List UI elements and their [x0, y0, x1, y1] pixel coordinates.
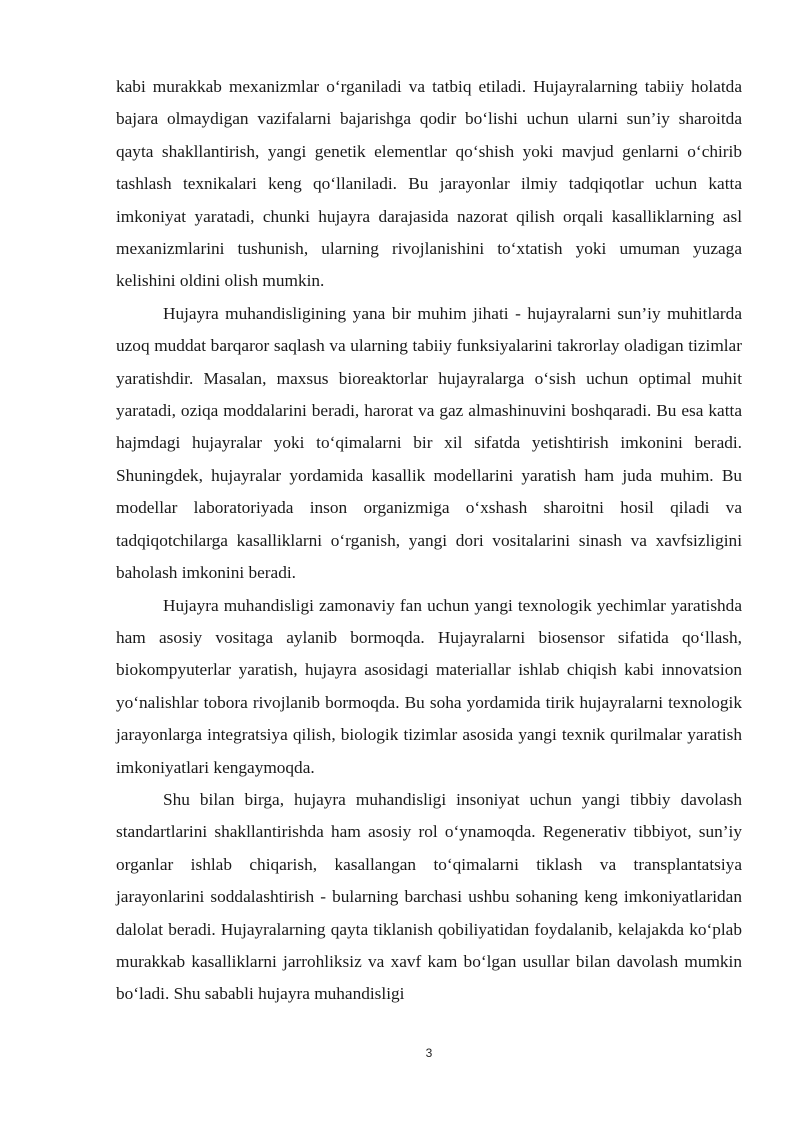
page-number: 3 — [425, 1046, 433, 1060]
paragraph-1: kabi murakkab mexanizmlar o‘rganiladi va tatbiq etiladi. Hujayralarning tabiiy holatda bajara olmaydigan vazifalarni bajarishga qodir bo‘lishi uchun ularni sun’iy sharoitda qayta shakllantirish, yangi genetik elementlar qo‘shish yoki mavjud genlarni o‘chirib tashlash texnikalari keng qo‘llaniladi. Bu jarayonlar ilmiy tadqiqotlar uchun katta imkoniyat yaratadi, chunki hujayra darajasida nazorat qilish orqali kasalliklarning asl mexanizmlarini tushunish, ularning rivojlanishini to‘xtatish yoki umuman yuzaga kelishini oldini olish mumkin. — [116, 77, 742, 291]
paragraph-4: Shu bilan birga, hujayra muhandisligi insoniyat uchun yangi tibbiy davolash standartlarini shakllantirishda ham asosiy rol o‘ynamoqda. Regenerativ tibbiyot, sun’iy organlar ishlab chiqarish, kasallangan to‘qimalarni tiklash va transplantatsiya jarayonlarini soddalashtirish - bularning barchasi ushbu sohaning keng imkoniyatlaridan dalolat beradi. Hujayralarning qayta tiklanish qobiliyatidan foydalanib, kelajakda ko‘plab murakkab kasalliklarni jarrohliksiz va xavf kam bo‘lgan usullar bilan davolash mumkin bo‘ladi. Shu sababli hujayra muhandisligi — [116, 789, 742, 1004]
paragraph-2: Hujayra muhandisligining yana bir muhim jihati - hujayralarni sun’iy muhitlarda uzoq muddat barqaror saqlash va ularning tabiiy funksiyalarini takrorlay oladigan tizimlar yaratishdir. Masalan, maxsus bioreaktorlar hujayralarga o‘sish uchun optimal muhit yaratadi, oziqa moddalarini beradi, harorat va gaz almashinuvini boshqaradi. Bu esa katta hajmdagi hujayralar yoki to‘qimalarni bir xil sifatda yetishtirish imkonini beradi. Shuningdek, hujayralar yordamida kasallik modellarini yaratish ham juda muhim. Bu modellar laboratoriyada inson organizmiga o‘xshash sharoitni hosil qiladi va tadqiqotchilarga kasalliklarni o‘rganish, yangi dori vositalarini sinash va xavfsizligini baholash imkonini beradi. — [116, 303, 742, 583]
document-body — [116, 71, 742, 1011]
paragraph-3: Hujayra muhandisligi zamonaviy fan uchun yangi texnologik yechimlar yaratishda ham asosiy vositaga aylanib bormoqda. Hujayralarni biosensor sifatida qo‘llash, biokompyuterlar yaratish, hujayra asosidagi materiallar ishlab chiqish kabi innovatsion yo‘nalishlar tobora rivojlanib bormoqda. Bu soha yordamida tirik hujayralarni texnologik jarayonlarga integratsiya qilish, biologik tizimlar asosida yangi texnik qurilmalar yaratish imkoniyatlari kengaymoqda. — [116, 595, 742, 777]
